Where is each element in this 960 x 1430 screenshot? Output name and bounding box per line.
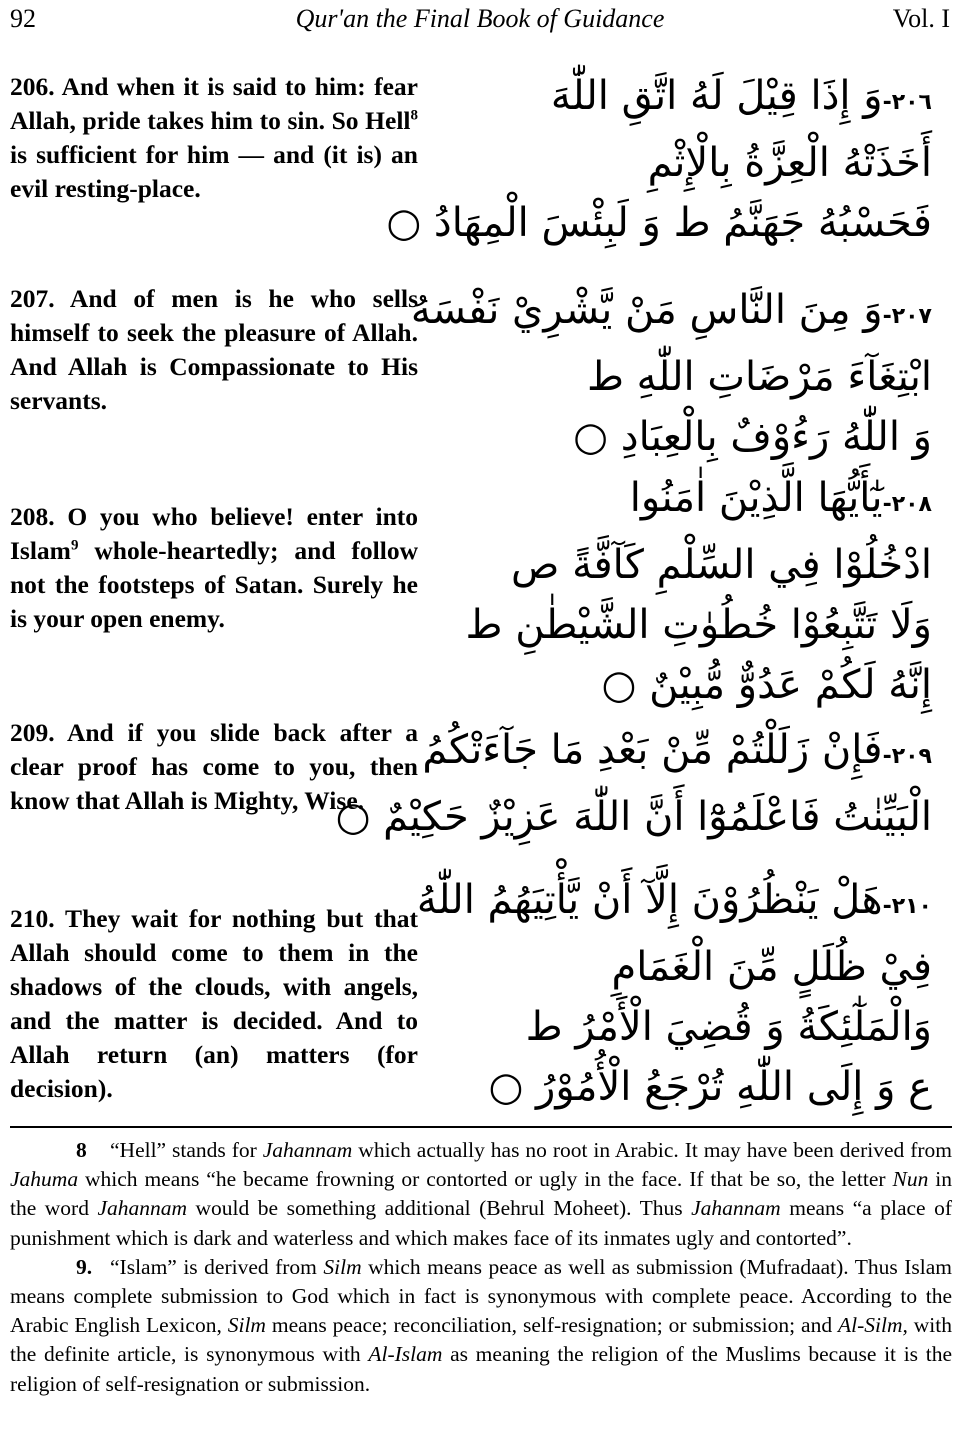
arabic-line: أَخَذَتْهُ الْعِزَّةُ بِالْإِثْمِ	[647, 140, 932, 186]
verse-arabic	[386, 66, 932, 253]
footnotes	[10, 1136, 952, 1399]
verse-translation: 208. O you who believe! enter into Islam$^9$ whole-heartedly; and follow not the footsteps of Satan. Surely he is your open enemy.	[10, 502, 418, 633]
footnote-ref-8[interactable]: 8	[410, 107, 418, 124]
verse-translation: 210. They wait for nothing but that Allah should come to them in the shadows of the clouds, with angels, and the matter is decided. And to Allah return (an) matters (for decision).	[10, 904, 418, 1103]
verse-arabic	[410, 280, 932, 467]
arabic-line: ٢٠٦-وَ إِذَا قِيْلَ لَهُ اتَّقِ اللّٰهَ	[550, 73, 932, 119]
verse-number: ٢٠٩-	[882, 744, 932, 769]
arabic-line: الْبَيِّنٰتُ فَاعْلَمُوْٓا أَنَّ اللّٰهَ عَزِيْزٌ حَكِيْمٌ ○	[335, 794, 932, 840]
book-title: Qur'an the Final Book of Guidance	[295, 4, 665, 33]
arabic-line: ادْخُلُوْا فِي السِّلْمِ كَآفَّةً ص	[511, 542, 932, 588]
verse-arabic	[416, 870, 932, 1117]
footnote-ref-9[interactable]: 9	[70, 537, 79, 554]
verse-number: ٢٠٧-	[882, 304, 932, 329]
verse-number: ٢٠٦-	[882, 90, 932, 115]
arabic-line: إِنَّهُ لَكُمْ عَدُوٌّ مُّبِيْنٌ ○	[601, 662, 932, 708]
arabic-line: ٢٠٨-يٰٓأَيُّهَا الَّذِيْنَ اٰمَنُوا	[629, 475, 932, 521]
page-number: 92	[10, 4, 36, 33]
verse-translation: 209. And if you slide back after a clear proof has come to you, then know that Allah is Mighty, Wise.	[10, 718, 418, 815]
arabic-line: ٢٠٧-وَ مِنَ النَّاسِ مَنْ يَّشْرِيْ نَفْسَهُ	[410, 287, 932, 333]
footnote-number: 9.	[76, 1254, 93, 1279]
arabic-line: فَحَسْبُهُ جَهَنَّمُ ط وَ لَبِئْسَ الْمِهَادُ ○	[386, 200, 932, 246]
arabic-line: وَلَا تَتَّبِعُوْا خُطُوٰتِ الشَّيْطٰنِ ط	[465, 602, 932, 648]
footnote-number: 8	[76, 1138, 87, 1162]
verse-arabic	[465, 468, 932, 715]
verse-translation: 207. And of men is he who sells himself to seek the pleasure of Allah. And Allah is Compassionate to His servants.	[10, 284, 418, 415]
volume-label: Vol. I	[892, 4, 950, 33]
footnote-8: 8 “Hell” stands for Jahannam which actually has no root in Arabic. It may have been derived from Jahuma which means “he became frowning or contorted or ugly in the face. If that be so, the letter Nun in the word Jahannam would be something additional (Behrul Moheet). Thus Jahannam means “a place of punishment which is dark and waterless and which makes face of its inmates ugly and contorted”.	[10, 1138, 953, 1250]
footnote-divider	[10, 1126, 952, 1128]
verse-arabic	[335, 720, 932, 847]
verse-number: ٢١٠-	[882, 894, 932, 919]
verse-number: ٢٠٨-	[882, 492, 932, 517]
arabic-line: فِيْ ظُلَلٍ مِّنَ الْغَمَامِ	[611, 944, 932, 990]
arabic-line: ابْتِغَآءَ مَرْضَاتِ اللّٰهِ ط	[586, 354, 932, 400]
arabic-line: ٢٠٩-فَإِنْ زَلَلْتُمْ مِّنْ بَعْدِ مَا جَآءَتْكُمُ	[422, 727, 932, 773]
arabic-line: ٢١٠-هَلْ يَنْظُرُوْنَ إِلَّآ أَنْ يَّأْتِيَهُمُ اللّٰهُ	[416, 877, 932, 923]
arabic-line: ع وَ إِلَى اللّٰهِ تُرْجَعُ الْأُمُوْرُ ○	[488, 1064, 932, 1110]
arabic-line: وَ اللّٰهُ رَءُوْفٌ بِالْعِبَادِ ○	[573, 414, 932, 460]
arabic-line: وَالْمَلٰٓئِكَةُ وَ قُضِيَ الْأَمْرُ ط	[525, 1004, 932, 1050]
page-header	[8, 4, 952, 38]
footnote-9: 9. “Islam” is derived from Silm which means peace as well as submission (Mufradaat). Thus Islam means complete submission to God which in fact is synonymous with complete peace. According to the Arabic English Lexicon, Silm means peace; reconciliation, self-resignation; or submission; and Al-Silm, with the definite article, is synonymous with Al-Islam as meaning the religion of the Muslims because it is the religion of self-resignation or submission.	[10, 1254, 953, 1396]
verse-translation: 206. And when it is said to him: fear Allah, pride takes him to sin. So Hell$^8$ is sufficient for him — and (it is) an evil resting-place.	[10, 72, 418, 203]
